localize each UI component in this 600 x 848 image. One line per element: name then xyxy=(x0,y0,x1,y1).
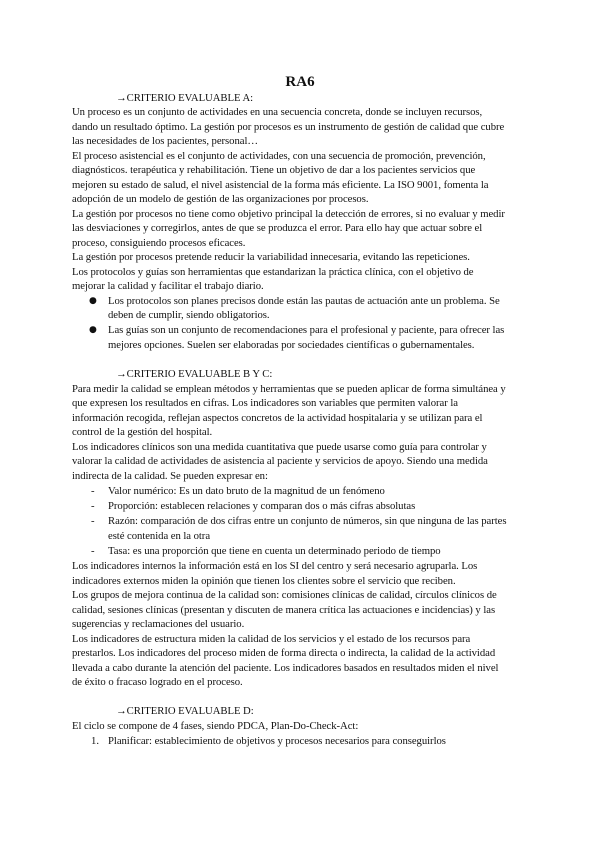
paragraph-line: prestarlos. Los indicadores del proceso miden de forma directa o indirecta, la calidad de la actividad xyxy=(72,647,496,659)
paragraph-line: Un proceso es un conjunto de actividades en una secuencia concreta, donde se incluyen recursos, xyxy=(72,106,483,118)
paragraph-line: Los indicadores de estructura miden la calidad de los servicios y el estado de los recursos para xyxy=(72,633,471,645)
paragraph-line: las necesidades de los pacientes, personal… xyxy=(72,135,259,147)
paragraph-line: dando un resultado óptimo. La gestión por procesos es un instrumento de gestión de calidad que cubre xyxy=(72,121,505,133)
dash-marker: - xyxy=(91,500,95,512)
dash-marker: - xyxy=(91,515,95,527)
paragraph-line: La gestión por procesos no tiene como objetivo principal la detección de errores, si no evaluar y medir xyxy=(72,208,505,220)
paragraph-line: El ciclo se compone de 4 fases, siendo PDCA, Plan-Do-Check-Act: xyxy=(72,720,359,732)
dash-item-line: Proporción: establecen relaciones y comparan dos o más cifras absolutas xyxy=(108,500,416,512)
bullet-line: Las guías son un conjunto de recomendaciones para el profesional y paciente, para ofrecer las xyxy=(108,324,505,336)
paragraph-line: las desviaciones y corregirlos, antes de que se produzca el error. Para ello hay que actuar sobre el xyxy=(72,222,483,234)
paragraph-line: valorar la calidad de actividades de asistencia al paciente y servicios de apoyo. Siendo una medida xyxy=(72,455,488,467)
page-title: RA6 xyxy=(285,74,315,90)
bullet-icon: ● xyxy=(89,296,97,306)
dash-item-line: esté contenida en la otra xyxy=(108,530,211,542)
dash-item-line: Tasa: es una proporción que tiene en cuenta un determinado periodo de tiempo xyxy=(108,545,441,557)
paragraph-line: Los protocolos y guías son herramientas que estandarizan la práctica clínica, con el objetivo de xyxy=(72,266,474,278)
paragraph-line: El proceso asistencial es el conjunto de actividades, con una secuencia de promoción, prevención, xyxy=(72,150,486,162)
paragraph-line: La gestión por procesos pretende reducir la variabilidad innecesaria, evitando las repeticiones. xyxy=(72,251,470,263)
paragraph-line: indirecta de la calidad. Se pueden expresar en: xyxy=(72,470,268,482)
section-heading-b-c: →CRITERIO EVALUABLE B Y C: xyxy=(116,368,273,380)
paragraph-line: Los indicadores internos la información está en los SI del centro y será necesario agruparla. Los xyxy=(72,560,478,572)
paragraph-line: que expresen los resultados en cifras. Los indicadores son variables que permiten valorar la xyxy=(72,397,458,409)
dash-marker: - xyxy=(91,545,95,557)
bullet-line: mejores opciones. Suelen ser elaboradas por sociedades científicas o gubernamentales. xyxy=(108,339,475,351)
paragraph-line: sugerencias y reclamaciones del usuario. xyxy=(72,618,245,630)
paragraph-line: llevada a cabo durante la atención del paciente. Los indicadores basados en resultados miden el nivel xyxy=(72,662,499,674)
paragraph-line: de éxito o fracaso logrado en el proceso. xyxy=(72,676,243,688)
numbered-item-line: Planificar: establecimiento de objetivos y procesos necesarios para conseguirlos xyxy=(108,735,446,747)
bullet-line: deben de cumplir, siendo obligatorios. xyxy=(108,309,270,321)
paragraph-line: información recogida, reflejan aspectos concretos de la actividad hospitalaria y se utilizan para el xyxy=(72,412,483,424)
paragraph-line: Los grupos de mejora continua de la calidad son: comisiones clínicas de calidad, círculos clínicos de xyxy=(72,589,497,601)
section-heading-d: →CRITERIO EVALUABLE D: xyxy=(116,705,254,717)
paragraph-line: indicadores externos miden la opinión que tienen los clientes sobre el servicio que reciben. xyxy=(72,575,456,587)
paragraph-line: diagnósticos. terapéutica y rehabilitación. Tiene un objetivo de dar a los pacientes servicios que xyxy=(72,164,476,176)
dash-item-line: Valor numérico: Es un dato bruto de la magnitud de un fenómeno xyxy=(108,485,385,497)
paragraph-line: control de la gestión del hospital. xyxy=(72,426,213,438)
paragraph-line: mejoren su estado de salud, el nivel asistencial de la forma más eficiente. La ISO 9001, fomenta la xyxy=(72,179,489,191)
list-number: 1. xyxy=(91,735,100,747)
paragraph-line: Los indicadores clínicos son una medida cuantitativa que puede usarse como guía para controlar y xyxy=(72,441,487,453)
paragraph-line: Para medir la calidad se emplean métodos y herramientas que se pueden aplicar de forma simultánea y xyxy=(72,383,506,395)
section-heading-a: →CRITERIO EVALUABLE A: xyxy=(116,92,254,104)
dash-item-line: Razón: comparación de dos cifras entre un conjunto de números, sin que ninguna de las partes xyxy=(108,515,507,527)
dash-marker: - xyxy=(91,485,95,497)
paragraph-line: calidad, sesiones clínicas (presentan y discuten de manera crítica las actuaciones e incidencias) y las xyxy=(72,604,496,616)
bullet-icon: ● xyxy=(89,325,97,335)
paragraph-line: mejorar la calidad y facilitar el trabajo diario. xyxy=(72,280,264,292)
paragraph-line: adopción de un modelo de gestión de las organizaciones por procesos. xyxy=(72,193,369,205)
bullet-line: Los protocolos son planes precisos donde están las pautas de actuación ante un problema. Se xyxy=(108,295,500,307)
paragraph-line: proceso, consiguiendo procesos eficaces. xyxy=(72,237,246,249)
